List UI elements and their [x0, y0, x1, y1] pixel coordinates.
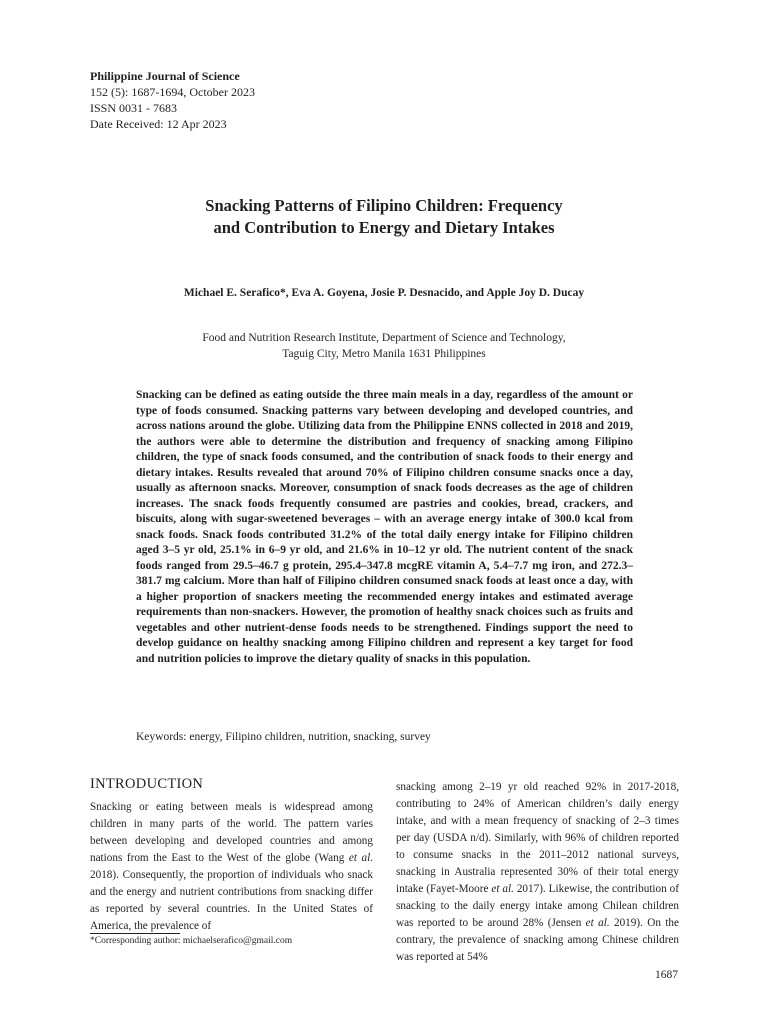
title-line-2: and Contribution to Energy and Dietary Intakes — [213, 218, 555, 237]
et-al-italic: et al. — [491, 883, 514, 895]
date-received: Date Received: 12 Apr 2023 — [90, 117, 227, 131]
et-al-italic: et al. — [585, 917, 610, 929]
left-column — [90, 776, 373, 935]
title-line-1: Snacking Patterns of Filipino Children: Frequency — [205, 196, 563, 215]
section-heading-introduction: INTRODUCTION — [90, 776, 204, 792]
affiliation-line-2: Taguig City, Metro Manila 1631 Philippines — [282, 348, 486, 360]
abstract: Snacking can be defined as eating outside the three main meals in a day, regardless of the amount or type of foods consumed. Snacking patterns vary between developing and developed countries, and across nations around the globe. Utilizing data from the Philippine ENNS collected in 2018 and 2019, the authors were able to determine the distribution and frequency of snacking among Filipino children, the type of snack foods consumed, and the contribution of snack foods to their energy and dietary intakes. Results revealed that around 70% of Filipino children consume snacks once a day, usually as afternoon snacks. Moreover, consumption of snack foods decreases as the age of children increases. The snack foods frequently consumed are pastries and cookies, bread, crackers, and biscuits, along with sugar-sweetened beverages – with an average energy intake of 300.0 kcal from snack foods. Snack foods contributed 31.2% of the total daily energy intake for Filipino children aged 3–5 yr old, 25.1% in 6–9 yr old, and 21.6% in 10–12 yr old. The nutrient content of the snack foods ranged from 29.5–46.7 g protein, 295.4–347.8 mcgRE vitamin A, 5.4–7.7 mg iron, and 272.3–381.7 mg calcium. More than half of Filipino children consumed snack foods at least once a day, with a higher proportion of snackers meeting the recommended energy intakes and estimated average requirements than non-snackers. However, the promotion of healthy snack choices such as fruits and vegetables and other nutrient-dense foods needs to be strengthened. Findings support the need to develop guidance on healthy snacking among Filipino children and represent a key target for food and nutrition policies to improve the dietary quality of snacks in this population. — [136, 389, 633, 665]
journal-info — [90, 68, 255, 132]
et-al-italic: et al. — [348, 852, 373, 864]
corresponding-author-footnote: *Corresponding author: michaelserafico@gmail.com — [90, 936, 293, 946]
authors: Michael E. Serafico*, Eva A. Goyena, Josie P. Desnacido, and Apple Joy D. Ducay — [183, 287, 585, 299]
journal-name: Philippine Journal of Science — [90, 69, 240, 83]
text-run: Snacking or eating between meals is widespread among children in many parts of the world. The pattern varies between developing and developed countries and among nations from the East to the West of the globe (Wang — [90, 801, 373, 864]
text-run: 2017). Likewise, the contribution of snacking to the daily energy intake among Chilean children was reported to be around 28% (Jensen — [396, 883, 679, 929]
keywords: Keywords: energy, Filipino children, nutrition, snacking, survey — [136, 731, 431, 743]
text-run: 2019). On the contrary, the prevalence of snacking among Chinese children was reported at 54% — [396, 917, 679, 963]
text-run: snacking among 2–19 yr old reached 92% in 2017-2018, contributing to 24% of American children’s daily energy intake, and with a mean frequency of snacking of 2–3 times per day (USDA n/d). Similarly, with 96% of children reported to consume snacks in the 2011–2012 national surveys, snacking in Australia represented 30% of their total energy intake (Fayet-Moore — [396, 781, 679, 895]
affiliation-line-1: Food and Nutrition Research Institute, Department of Science and Technology, — [202, 332, 566, 344]
text-run: 2018). Consequently, the proportion of individuals who snack and the energy and nutrient contributions from snacking differ as reported by several countries. In the United States of America, the prevalence of — [90, 869, 373, 932]
journal-volume: 152 (5): 1687-1694, October 2023 — [90, 85, 255, 99]
journal-issn: ISSN 0031 - 7683 — [90, 101, 178, 115]
footnote-rule — [90, 933, 180, 934]
page-number: 1687 — [655, 969, 678, 981]
intro-paragraph-right — [396, 779, 679, 966]
affiliation — [150, 330, 618, 362]
right-column — [396, 779, 679, 966]
intro-paragraph-left — [90, 799, 373, 935]
paper-title — [120, 195, 648, 239]
